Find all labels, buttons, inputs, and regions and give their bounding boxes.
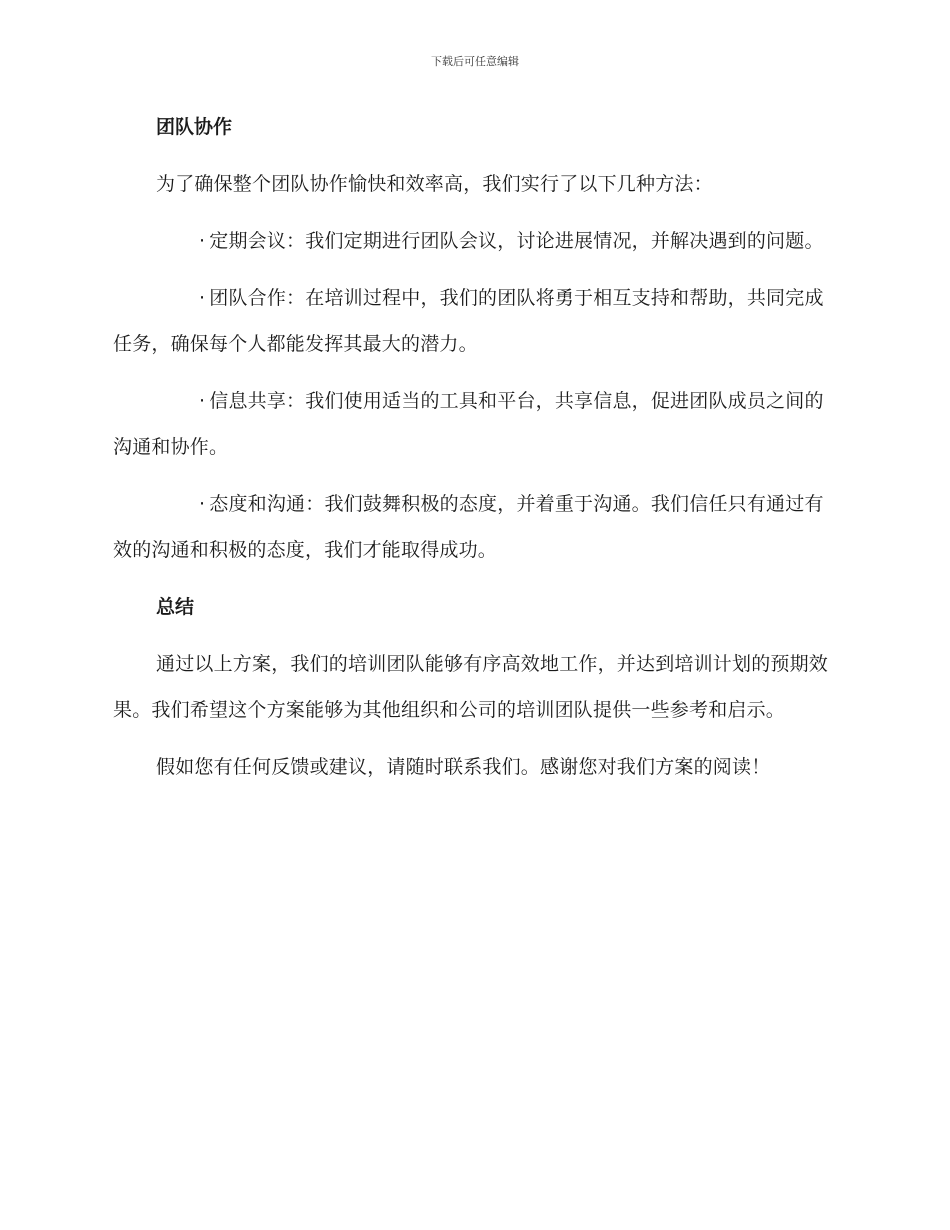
section-heading-teamwork: 团队协作 (156, 116, 233, 138)
bullet-item-meetings (113, 218, 833, 264)
bullet-item-attitude (113, 481, 833, 573)
document-body (113, 104, 833, 801)
summary-paragraph: 通过以上方案，我们的培训团队能够有序高效地工作，并达到培训计划的预期效果。我们希望这个方案能够为其他组织和公司的培训团队提供一些参考和启示。 (113, 653, 829, 721)
bullet-text: 信息共享：我们使用适当的工具和平台，共享信息，促进团队成员之间的沟通和协作。 (113, 390, 824, 458)
teamwork-intro: 为了确保整个团队协作愉快和效率高，我们实行了以下几种方法： (156, 173, 713, 195)
bullet-item-cooperation (113, 275, 833, 367)
bullet-text: 定期会议：我们定期进行团队会议，讨论进展情况，并解决遇到的问题。 (209, 230, 824, 252)
closing-paragraph: 假如您有任何反馈或建议，请随时联系我们。感谢您对我们方案的阅读！ (156, 756, 771, 778)
header-note: 下载后可任意编辑 (431, 55, 519, 68)
bullet-item-info-sharing (113, 378, 833, 470)
bullet-dot: · (199, 390, 206, 412)
bullet-text: 态度和沟通：我们鼓舞积极的态度，并着重于沟通。我们信任只有通过有效的沟通和积极的态度，我们才能取得成功。 (113, 493, 824, 561)
section-heading-summary: 总结 (156, 596, 195, 618)
bullet-dot: · (199, 493, 206, 515)
bullet-dot: · (199, 287, 206, 309)
bullet-dot: · (199, 230, 206, 252)
bullet-text: 团队合作：在培训过程中，我们的团队将勇于相互支持和帮助，共同完成任务，确保每个人都能发挥其最大的潜力。 (113, 287, 824, 355)
